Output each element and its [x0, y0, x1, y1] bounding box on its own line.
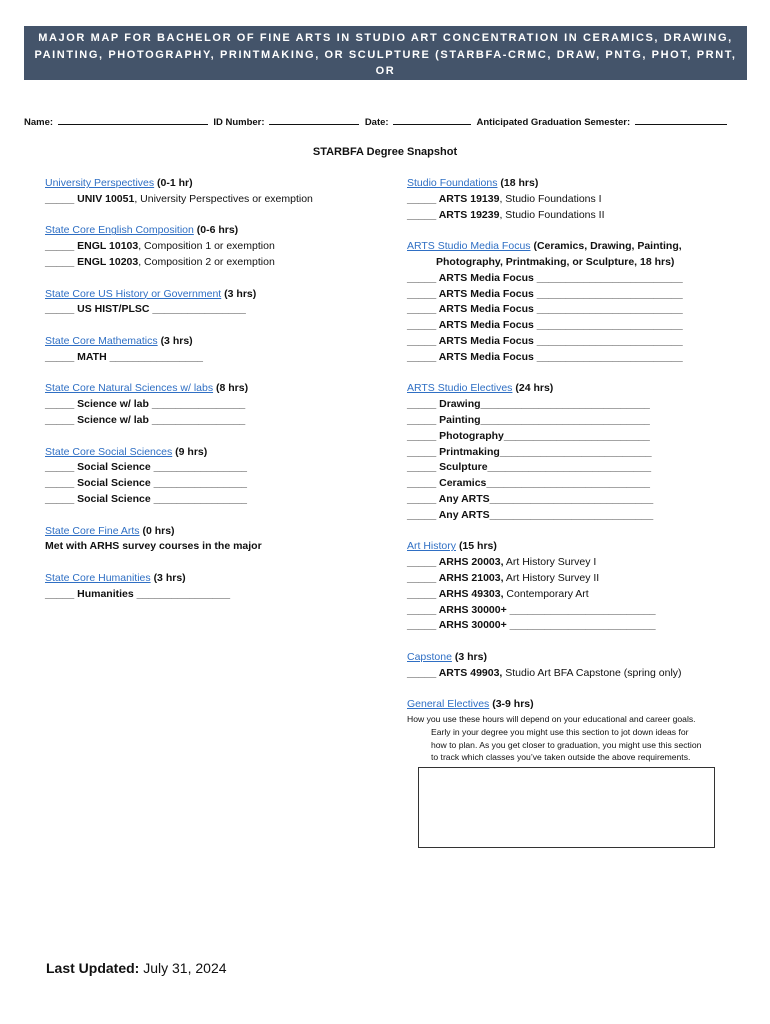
list-item: _____ MATH ________________	[45, 350, 204, 363]
list-item: _____ Science w/ lab ________________	[45, 413, 246, 426]
mathematics-link[interactable]: State Core Mathematics	[45, 334, 158, 347]
list-item: _____ Social Science ________________	[45, 492, 248, 505]
list-item: _____ ARHS 30000+ _________________________	[407, 619, 656, 632]
list-item: _____ ARTS Media Focus _________________________	[407, 271, 683, 284]
grad-semester-field[interactable]	[635, 115, 727, 125]
last-updated: Last Updated: July 31, 2024	[46, 960, 227, 976]
header-line-2: PAINTING, PHOTOGRAPHY, PRINTMAKING, OR SCULPTURE (STARBFA-CRMC, DRAW, PNTG, PHOT, PRNT, OR	[34, 48, 737, 77]
list-item: _____ ARTS Media Focus _________________________	[407, 350, 683, 363]
media-focus-link[interactable]: ARTS Studio Media Focus	[407, 240, 531, 253]
list-item: _____ Science w/ lab ________________	[45, 398, 246, 411]
left-column: University Perspectives (0-1 hr) _____ UNIV 10051, University Perspectives or exemption State Core English Composition (0-6 hrs) _____ ENGL 10103, Composition 1 or exemption _____ ENGL 10203, Composition 2 or exemption State Core US History or Government (3 hrs) _____ US HIST/PLSC ________________ State Core Mathematics (3 hrs) _____ MATH ________________ State Core Natural Sciences w/ labs (8 hrs) _____ Science w/ lab ________________ _____ Science w/ lab ________________ State Core Social Sciences (9 hrs) _____ Social Science ________________ _____ Social Science ________________ _____ Social Science ________________ State Core Fine Arts (0 hrs) Met with ARHS survey courses in the major State Core Humanities (3 hrs) _____ Humanities ________________	[45, 176, 313, 603]
date-label: Date:	[364, 117, 389, 128]
page-header	[24, 26, 747, 94]
grad-semester-label: Anticipated Graduation Semester:	[476, 117, 631, 128]
id-label: ID Number:	[213, 117, 265, 128]
header-line-1: MAJOR MAP FOR BACHELOR OF FINE ARTS IN STUDIO ART CONCENTRATION IN CERAMICS, DRAWING,	[38, 32, 733, 44]
studio-foundations-link[interactable]: Studio Foundations	[407, 177, 498, 189]
general-electives-link[interactable]: General Electives	[407, 698, 490, 711]
list-item: _____ ARTS Media Focus _________________________	[407, 303, 683, 316]
list-item: _____ ARHS 30000+ _________________________	[407, 603, 656, 616]
natural-sciences-link[interactable]: State Core Natural Sciences w/ labs	[45, 382, 214, 395]
list-item: _____ US HIST/PLSC ________________	[45, 303, 246, 316]
list-item: _____ Any ARTS____________________________	[407, 508, 654, 521]
english-composition-link[interactable]: State Core English Composition	[45, 224, 194, 237]
social-sciences-link[interactable]: State Core Social Sciences	[45, 445, 173, 458]
snapshot-title: STARBFA Degree Snapshot	[312, 146, 458, 158]
list-item: _____ ARTS Media Focus _________________________	[407, 334, 683, 347]
list-item: _____ Social Science ________________	[45, 477, 248, 490]
list-item: _____ Sculpture____________________________	[407, 461, 652, 474]
list-item: _____ Drawing_____________________________	[407, 398, 650, 411]
id-number-field[interactable]	[269, 115, 359, 125]
list-item: _____ Humanities ________________	[45, 587, 231, 600]
right-column: Studio Foundations (18 hrs) _____ ARTS 19139, Studio Foundations I _____ ARTS 19239, Studio Foundations II ARTS Studio Media Focus (Ceramics, Drawing, Painting, Photography, Printmaking, or Sculpture, 18 hrs) _____ ARTS Media Focus _________________________ _____ ARTS Media Focus _________________________ _____ ARTS Media Focus _________________________ _____ ARTS Media Focus _________________________ _____ ARTS Media Focus _________________________ _____ ARTS Media Focus _________________________ ARTS Studio Electives (24 hrs) _____ Drawing_____________________________ _____ Painting_____________________________ _____ Photography_________________________ _____ Printmaking__________________________ _____ Sculpture____________________________ _____ Ceramics____________________________ _____ Any ARTS____________________________ _____ Any ARTS____________________________ Art History (15 hrs) _____ ARHS 20003, Art History Survey I _____ ARHS 21003, Art History Survey II _____ ARHS 49303, Contemporary Art _____ ARHS 30000+ _________________________ _____ ARHS 30000+ _________________________ Capstone (3 hrs) _____ ARTS 49903, Studio Art BFA Capstone (spring only) General Electives (3-9 hrs) How you use these hours will depend on your educational and career goals. Early in your degree you might use this section to jot down ideas for how to plan. As you get closer to graduation, you might use this section to track which classes you’ve taken outside the above requirements.	[407, 177, 702, 763]
name-field[interactable]	[58, 115, 208, 125]
list-item: _____ Any ARTS____________________________	[407, 492, 654, 505]
list-item: _____ Ceramics____________________________	[407, 477, 650, 490]
fine-arts-link[interactable]: State Core Fine Arts	[45, 524, 140, 537]
list-item: _____ Painting_____________________________	[407, 413, 650, 426]
us-history-link[interactable]: State Core US History or Government	[45, 287, 222, 300]
capstone-link[interactable]: Capstone	[407, 650, 452, 663]
humanities-link[interactable]: State Core Humanities	[45, 571, 151, 584]
name-label: Name:	[24, 117, 54, 128]
list-item: Met with ARHS survey courses in the major	[45, 540, 262, 553]
art-history-link[interactable]: Art History	[407, 540, 457, 553]
list-item: _____ Printmaking__________________________	[407, 445, 652, 458]
list-item: _____ Photography_________________________	[407, 429, 650, 442]
date-field[interactable]	[393, 115, 471, 125]
general-electives-notes-box[interactable]	[418, 767, 715, 848]
list-item: _____ ARTS Media Focus _________________________	[407, 287, 683, 300]
header-line-3: SCPT) 2018-19 THROUGH 2020-21 CATALOG YEARS	[213, 81, 558, 94]
studio-electives-link[interactable]: ARTS Studio Electives	[407, 382, 513, 395]
student-info-row	[24, 115, 747, 128]
list-item: _____ ARTS Media Focus _________________________	[407, 319, 683, 332]
general-electives-note: How you use these hours will depend on your educational and career goals. Early in your degree you might use this section to jot down ideas for how to plan. As you get closer to graduation, you might use this section to track which classes you’ve taken outside the above requirements.	[407, 714, 702, 763]
list-item: _____ Social Science ________________	[45, 461, 248, 474]
univ-perspectives-link[interactable]: University Perspectives	[45, 177, 155, 189]
